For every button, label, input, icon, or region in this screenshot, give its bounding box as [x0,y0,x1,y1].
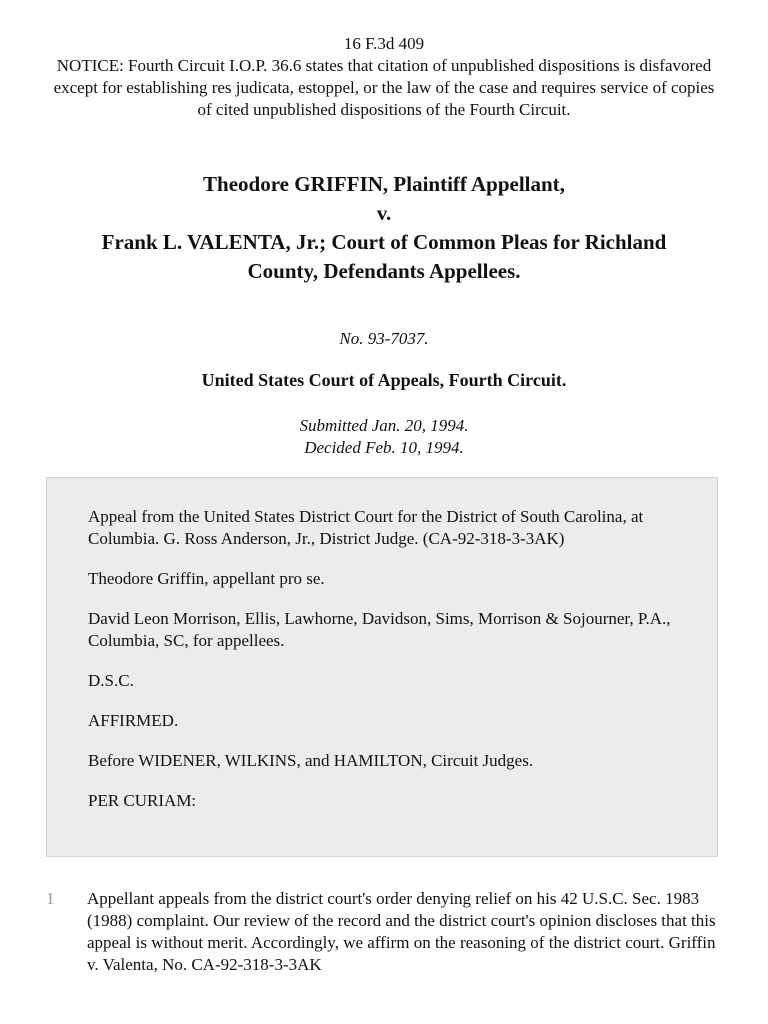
per-curiam: PER CURIAM: [88,791,197,810]
caption-plaintiff: Theodore GRIFFIN, Plaintiff Appellant, [203,172,565,196]
case-dates [0,415,768,459]
paragraph-text: Appellant appeals from the district court's order denying relief on his 42 U.S.C. Sec. 1983 (1988) complaint. Our review of the record and the district court's opinion discloses that this appeal is without merit. Accordingly, we affirm on the reasoning of the district court. Griffin v. Valenta, No. CA-92-318-3-3AK [87,889,716,974]
appellee-counsel: David Leon Morrison, Ellis, Lawhorne, Davidson, Sims, Morrison & Sojourner, P.A., Columbia, SC, for appellees. [88,609,671,650]
caption-versus: v. [376,201,392,225]
court-code: D.S.C. [88,671,134,690]
unpublished-notice: NOTICE: Fourth Circuit I.O.P. 36.6 states that citation of unpublished dispositions is disfavored except for establishing res judicata, estoppel, or the law of the case and requires service of copies of cited unpublished dispositions of the Fourth Circuit. [53,56,715,119]
docket-number: No. 93-7037. [339,329,429,348]
court-name: United States Court of Appeals, Fourth Circuit. [201,370,567,390]
decided-date: Decided Feb. 10, 1994. [304,438,464,457]
paragraph-number: 1 [46,889,55,908]
submitted-date: Submitted Jan. 20, 1994. [299,416,469,435]
caption-defendants: Frank L. VALENTA, Jr.; Court of Common Pleas for Richland [101,230,667,254]
case-summary-box [46,477,718,857]
citation: 16 F.3d 409 [343,34,425,53]
document-header [52,33,716,121]
panel: Before WIDENER, WILKINS, and HAMILTON, Circuit Judges. [88,751,534,770]
disposition: AFFIRMED. [88,711,179,730]
appellant-counsel: Theodore Griffin, appellant pro se. [88,569,325,588]
appeal-from: Appeal from the United States District Court for the District of South Carolina, at Columbia. G. Ross Anderson, Jr., District Judge. (CA-92-318-3-3AK) [88,507,644,548]
case-caption [60,170,708,286]
caption-defendants-cont: County, Defendants Appellees. [247,259,521,283]
